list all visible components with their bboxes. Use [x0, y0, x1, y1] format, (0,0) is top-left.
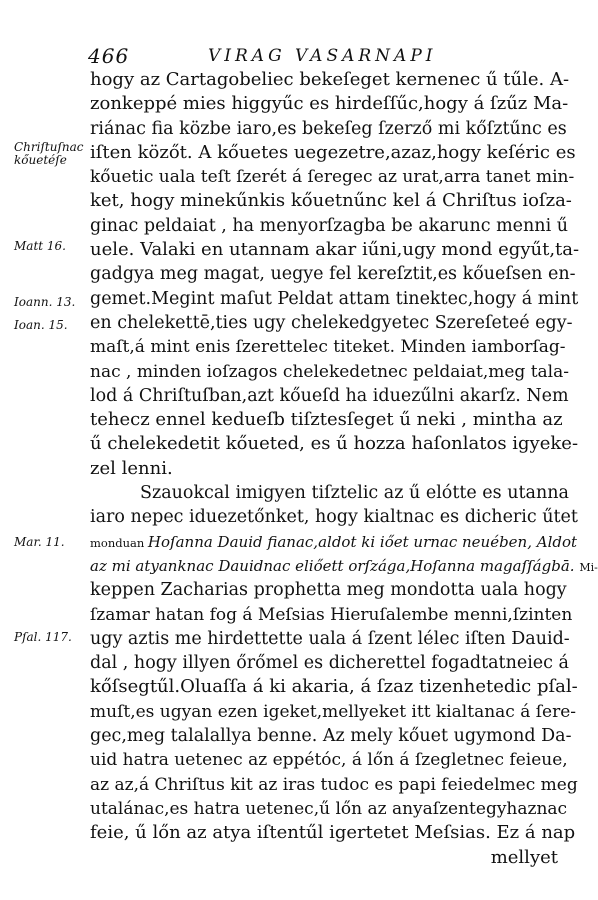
text-line: dal , hogy illyen őrőmel es dicherettel fogadtatneiec á [90, 653, 569, 674]
text-line: ſzamar hatan fog á Meſsias Hieruſalembe menni,ſzinten [90, 604, 573, 625]
text-line: kőſsegtűl.Oluaſſa á ki akaria, á ſzaz tizenhetedic pſal- [90, 676, 578, 698]
page-number: 466 [88, 44, 130, 68]
text-line: uele. Valaki en utannam akar iűni,ugy mond egyűt,ta- [90, 239, 580, 261]
catchword: mellyet [490, 846, 558, 868]
text-line: ugy aztis me hirdettette uala á ſzent lélec iſten Dauid- [90, 628, 570, 649]
running-title: VIRAG VASARNAPI [208, 46, 437, 66]
text-line: ket, hogy minekűnkis kőuetnűnc kel á Chriſtus ioſza- [90, 190, 572, 212]
text-line: gadgya meg magat, uegye fel kereſztit,es kőueſsen en- [90, 264, 576, 285]
margin-note: Pſal. 117. [14, 630, 72, 644]
text-line: keppen Zacharias prophetta meg mondotta uala hogy [90, 580, 567, 601]
margin-note: Chriſtuſnac kőuetéſe [14, 140, 84, 167]
text-line: en chelekettē,ties ugy chelekedgyetec Szereſeteé egy- [90, 312, 573, 333]
text-line: tehecz ennel kedueſb tiſztesſeget ű neki , mintha az [90, 409, 563, 431]
text-line: zel lenni. [90, 457, 173, 479]
text-line: ű chelekedetit kőueted, es ű hozza haſonlatos igyeke- [90, 433, 579, 455]
text-line: gec,meg talalallya benne. Az mely kőuet ugymond Da- [90, 726, 572, 747]
margin-note: Ioann. 13. [14, 295, 76, 309]
text-line: az mi atyanknac Dauidnac eliőett orſzága,Hoſanna magaſſágbā. Mi- [90, 556, 598, 575]
text-line: maſt,á mint enis ſzerettelec titeket. Minden iamborſag- [90, 337, 566, 358]
text-line: riánac fia közbe iaro,es bekeſeg ſzerző mi kőſztűnc es [90, 118, 567, 139]
text-line: hogy az Cartagobeliec bekeſeget kernenec ű tűle. A- [90, 69, 570, 90]
page-header [88, 44, 548, 70]
text-line: Szauokcal imigyen tiſztelic az ű elótte es utanna [140, 483, 569, 504]
text-line: lod á Chriſtuſban,azt kőueſd ha iduezűlni akarſz. Nem [90, 385, 569, 406]
text-line: utalánac,es hatra uetenec,ű lőn az anyaſzentegyhaznac [90, 798, 568, 819]
text-line: iaro nepec iduezetőnket, hogy kialtnac es dicheric űtet [90, 507, 578, 528]
text-line: kőuetic uala teſt ſzerét á ſeregec az urat,arra tanet min- [90, 167, 575, 188]
text-line: az az,á Chriſtus kit az iras tudoc es papi feiedelmec meg [90, 774, 578, 795]
text-line: ginac peldaiat , ha menyorſzagba be akarunc menni ű [90, 215, 569, 236]
margin-note: Ioan. 15. [14, 318, 68, 332]
text-line: monduan Hoſanna Dauid fianac,aldot ki iőet urnac neuében, Aldot [90, 532, 578, 551]
text-line: nac , minden ioſzagos chelekedetnec peldaiat,meg tala- [90, 361, 569, 382]
text-line: gemet.Megint maſut Peldat attam tinektec,hogy á mint [90, 288, 579, 309]
margin-note: Mar. 11. [14, 535, 65, 549]
body-text [90, 68, 598, 870]
text-line: uid hatra uetenec az eppétóc, á lőn á ſzegletnec feieue, [90, 750, 568, 771]
text-line: feie, ű lőn az atya iſtentűl igertetet Meſsias. Ez á nap [90, 822, 576, 844]
text-line: iſten közőt. A kőuetes uegezetre,azaz,hogy keſéric es [90, 141, 576, 163]
text-line: muſt,es ugyan ezen igeket,mellyeket itt kialtanac á ſere- [90, 701, 577, 722]
text-line: zonkeppé mies higgyűc es hirdeſſűc,hogy á ſzűz Ma- [90, 93, 569, 115]
margin-note: Matt 16. [14, 239, 66, 253]
